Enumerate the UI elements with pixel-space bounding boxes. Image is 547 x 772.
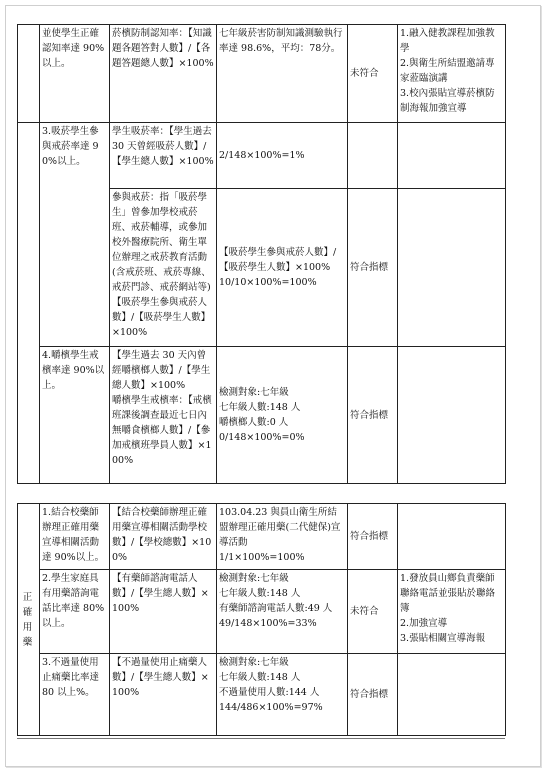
indicator-result: 【吸菸學生參與戒菸人數】/【吸菸學生人數】×100% 10/10×100%=100% [217,189,348,347]
indicator-status: 符合指標 [348,504,398,570]
improvement-plan [398,504,506,570]
indicator-status: 未符合 [348,25,398,123]
indicator-result: 七年級菸害防制知識測驗執行率達 98.6%，平均：78分。 [217,25,348,123]
table-row [18,504,506,570]
indicator-item: 並使學生正確認知率達 90%以上。 [40,25,110,123]
category-cell [18,123,40,484]
indicator-result: 103.04.23 與員山衛生所結盟辦理正確用藥(二代健保)宣導活動 1/1×100%=100% [217,504,348,570]
indicator-status: 未符合 [348,570,398,654]
indicator-result: 2/148×100%=1% [217,123,348,189]
improvement-plan [398,189,506,347]
indicator-status: 符合指標 [348,347,398,484]
indicator-formula: 【學生過去 30 天內曾經嚼檳榔人數】/【學生總人數】×100% 嚼檳學生戒檳率：【戒檳班課後調查最近七日內無嚼食檳榔人數】/【參加戒檳班學員人數】×100% [110,347,217,484]
table-row [18,347,506,484]
category-label: 正確用藥 [18,504,40,736]
footer-rule [17,738,505,739]
indicator-formula: 【有藥師諮詢電話人數】/【學生總人數】×100% [110,570,217,654]
category-cell [18,25,40,123]
improvement-plan [398,654,506,736]
indicator-formula: 【不過量使用止痛藥人數】/【學生總人數】×100% [110,654,217,736]
table-row [18,25,506,123]
indicator-item: 3.吸菸學生參與戒菸率達 90%以上。 [40,123,110,347]
indicator-status: 符合指標 [348,189,398,347]
improvement-plan [398,347,506,484]
indicator-status: 符合指標 [348,654,398,736]
improvement-plan: 1.融入健教課程加強教學 2.與衛生所結盟邀請專家蒞臨演講 3.校內張貼宣導菸檳防制海報加強宣導 [398,25,506,123]
indicator-item: 2.學生家庭具有用藥諮詢電話比率達 80%以上。 [40,570,110,654]
indicator-table-medication [17,503,506,736]
indicator-item: 4.嚼檳學生戒檳率達 90%以上。 [40,347,110,484]
indicator-table-tobacco [17,24,506,484]
indicator-item: 3.不過量使用止痛藥比率達 80 以上%。 [40,654,110,736]
indicator-item: 1.結合校藥師辦理正確用藥宣導相關活動達 90%以上。 [40,504,110,570]
improvement-plan: 1.發放員山鄉負責藥師聯絡電話並張貼於聯絡簿 2.加強宣導 3.張貼相關宣導海報 [398,570,506,654]
table-row [18,654,506,736]
indicator-result: 檢測對象:七年級 七年級人數:148 人 嚼檳榔人數:0 人 0/148×100%=0% [217,347,348,484]
indicator-formula: 學生吸菸率：【學生過去 30 天曾經吸菸人數】/【學生總人數】×100% [110,123,217,189]
indicator-result: 檢測對象:七年級 七年級人數:148 人 有藥師諮詢電話人數:49 人 49/148×100%=33% [217,570,348,654]
indicator-formula: 【結合校藥師辦理正確用藥宣導相關活動學校數】/【學校總數】×100% [110,504,217,570]
indicator-formula: 菸檳防制認知率：【知識題各題答對人數】/【各題答題總人數】×100% [110,25,217,123]
indicator-formula: 參與戒菸：指「吸菸學生」曾參加學校戒菸班、戒菸輔導，或參加校外醫療院所、衛生單位辦理之戒菸教育活動(含戒菸班、戒菸專線、戒菸門診、戒菸網站等)【吸菸學生參與戒菸人數】/【吸菸學生人數】×100% [110,189,217,347]
indicator-status [348,123,398,189]
indicator-result: 檢測對象:七年級 七年級人數:148 人 不過量使用人數:144 人 144/486×100%=97% [217,654,348,736]
table-row [18,570,506,654]
table-row [18,123,506,189]
improvement-plan [398,123,506,189]
